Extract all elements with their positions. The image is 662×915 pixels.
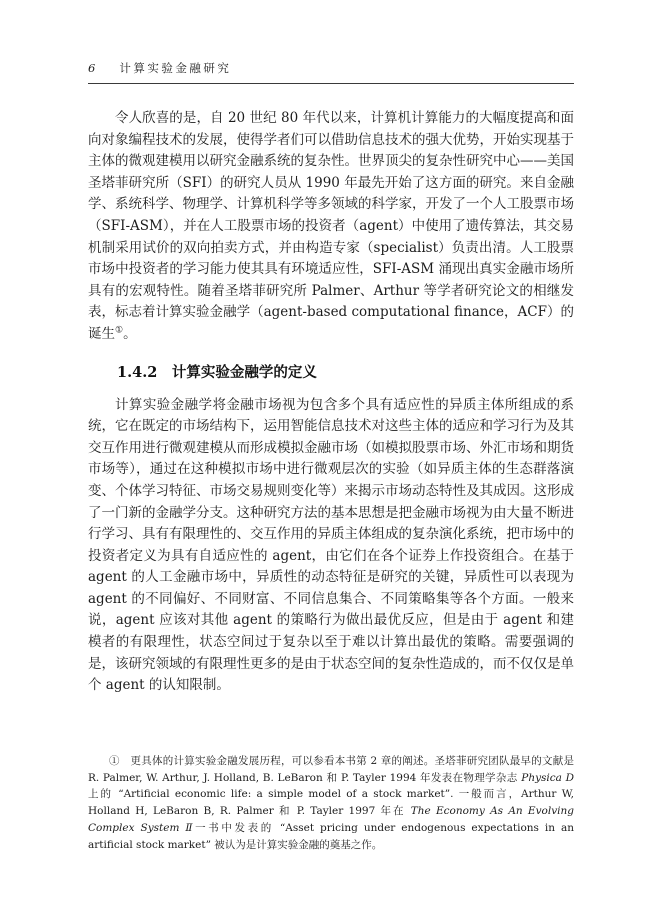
page-number: 6	[88, 61, 96, 75]
paragraph-1-period: 。	[123, 325, 137, 342]
footnote-book-title: The Economy As An Evolving Complex System Ⅱ	[88, 805, 574, 835]
paragraph-1-text: 令人欣喜的是，自 20 世纪 80 年代以来，计算机计算能力的大幅度提高和面向对象编程技术的发展，使得学者们可以借助信息技术的强大优势，开始实现基于主体的微观建模用以研究金融系统的复杂性。世界顶尖的复杂性研究中心——美国圣塔菲研究所（SFI）的研究人员从 1990 年最先开始了这方面的研究。来自金融学、系统科学、物理学、计算机科学等多领域的科学家，开发了一个人工股票市场（SFI-ASM），并在人工股票市场的投资者（agent）中使用了遗传算法，其交易机制采用试价的双向拍卖方式，并由构造专家（specialist）负责出清。人工股票市场中投资者的学习能力使其具有环境适应性，SFI-ASM 涌现出真实金融市场所具有的宏观特性。随着圣塔菲研究所 Palmer、Arthur 等学者研究论文的相继发表，标志着计算实验金融学（agent-based computational finance，ACF）的诞生	[88, 110, 574, 342]
page-header	[88, 60, 574, 84]
running-title: 计算实验金融研究	[119, 61, 232, 75]
section-heading: 1.4.2 计算实验金融学的定义	[117, 363, 317, 381]
footnote-text-2: 上的 “Artificial economic life: a simple model of a stock market”. 一般而言，Arthur W, Holland H, LeBaron B, R. Palmer 和 P. Tayler 1997 年在	[88, 788, 574, 818]
footnote	[88, 753, 574, 854]
footnote-marker: ①	[109, 754, 120, 767]
paragraph-2: 计算实验金融学将金融市场视为包含多个具有适应性的异质主体所组成的系统，它在既定的市场结构下，运用智能信息技术对这些主体的适应和学习行为及其交互作用进行微观建模从而形成模拟金融市场（如模拟股票市场、外汇市场和期货市场等），通过在这种模拟市场中进行微观层次的实验（如异质主体的生态群落演变、个体学习特征、市场交易规则变化等）来揭示市场动态特性及其成因。这形成了一门新的金融学分支。这种研究方法的基本思想是把金融市场视为由大量不断进行学习、具有有限理性的、交互作用的异质主体组成的复杂演化系统，把市场中的投资者定义为具有自适应性的 agent，由它们在各个证券上作投资组合。在基于 agent 的人工金融市场中，异质性的动态特征是研究的关键，异质性可以表现为 agent 的不同偏好、不同财富、不同信息集合、不同策略集等各个方面。一般来说，agent 应该对其他 agent 的策略行为做出最优反应，但是由于 agent 和建模者的有限理性，状态空间过于复杂以至于难以计算出最优的策略。需要强调的是，该研究领域的有限理性更多的是由于状态空间的复杂性造成的，而不仅仅是单个 agent 的认知限制。	[88, 396, 574, 694]
footnote-text-3: 一书中发表的 “Asset pricing under endogenous expectations in an artificial stock market” 被认为是计算实验金融的奠基之作。	[88, 822, 574, 851]
paragraph-1	[88, 108, 574, 346]
footnote-text-1: 更具体的计算实验金融发展历程，可以参看本书第 2 章的阐述。圣塔菲研究团队最早的文献是 R. Palmer, W. Arthur, J. Holland, B. LeBaron 和 P. Tayler 1994 年发表在物理学杂志	[88, 754, 574, 784]
footnote-reference-marker: ①	[115, 325, 124, 336]
footnote-journal-title: Physica D	[521, 771, 574, 784]
